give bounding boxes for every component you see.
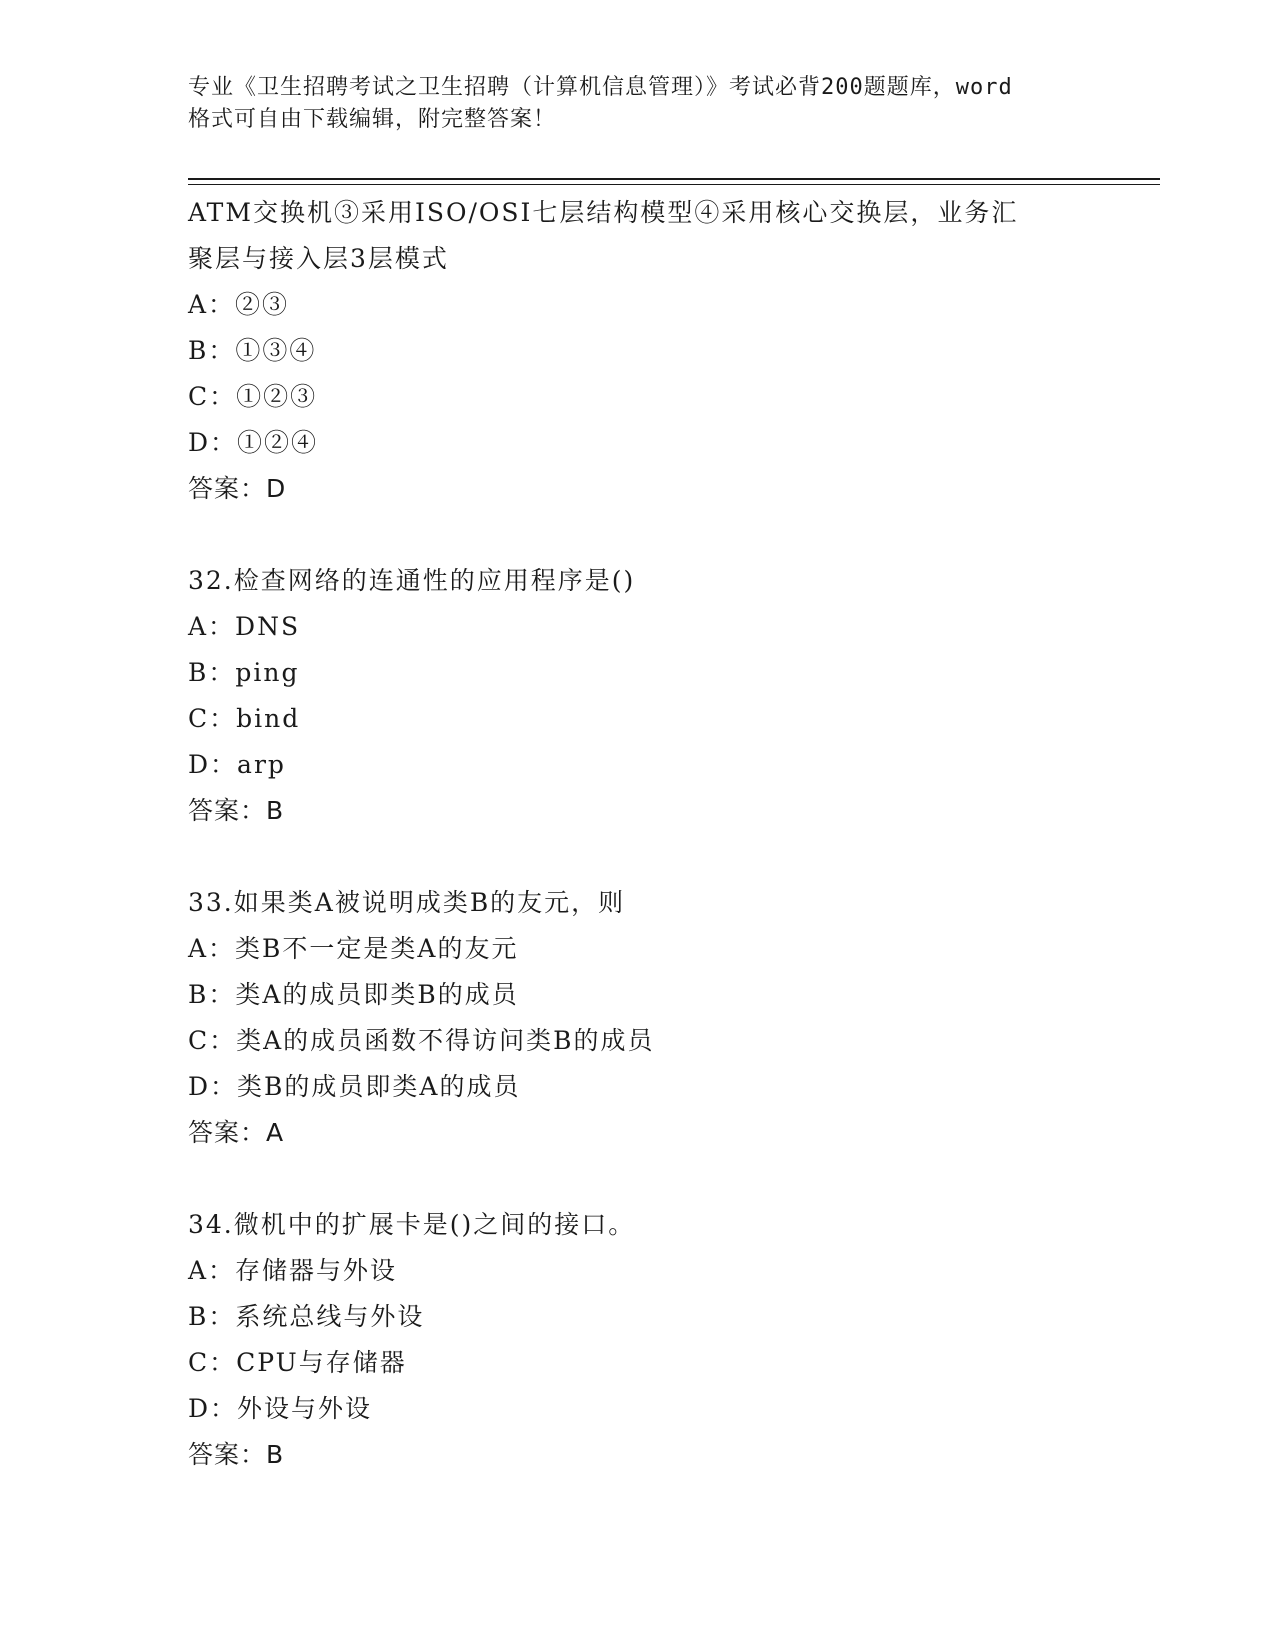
question-stem: 33.如果类A被说明成类B的友元，则 [188,888,626,917]
option-c: C：bind [188,704,301,733]
question-list [188,190,1088,1524]
answer-line: 答案：B [188,1440,285,1469]
header-divider-thin [188,184,1160,185]
option-b: B：类A的成员即类B的成员 [188,980,519,1009]
answer-line: 答案：B [188,796,285,825]
option-b: B：系统总线与外设 [188,1302,425,1331]
question-31-continued [188,190,1088,512]
option-c: C：CPU与存储器 [188,1348,407,1377]
answer-line: 答案：D [188,474,287,503]
header-divider-thick [188,178,1160,180]
question-33 [188,880,1088,1156]
option-d: D：①②④ [188,428,319,457]
document-header [188,72,1088,136]
answer-line: 答案：A [188,1118,285,1147]
question-stem: 34.微机中的扩展卡是()之间的接口。 [188,1210,636,1239]
option-a: A：类B不一定是类A的友元 [188,934,519,963]
option-a: A：②③ [188,290,290,319]
option-b: B：①③④ [188,336,317,365]
question-text: ATM交换机③采用ISO/OSI七层结构模型④采用核心交换层，业务汇 [188,198,1019,227]
option-d: D：arp [188,750,286,779]
question-32 [188,558,1088,834]
option-c: C：类A的成员函数不得访问类B的成员 [188,1026,655,1055]
option-a: A：存储器与外设 [188,1256,398,1285]
question-text: 聚层与接入层3层模式 [188,244,449,273]
option-a: A：DNS [188,612,301,641]
option-b: B：ping [188,658,300,687]
option-d: D：类B的成员即类A的成员 [188,1072,521,1101]
header-line-2: 格式可自由下载编辑，附完整答案！ [188,107,557,132]
question-34 [188,1202,1088,1478]
question-stem: 32.检查网络的连通性的应用程序是() [188,566,636,595]
option-c: C：①②③ [188,382,318,411]
option-d: D：外设与外设 [188,1394,373,1423]
header-line-1: 专业《卫生招聘考试之卫生招聘（计算机信息管理）》考试必背200题题库，word [188,75,1013,100]
